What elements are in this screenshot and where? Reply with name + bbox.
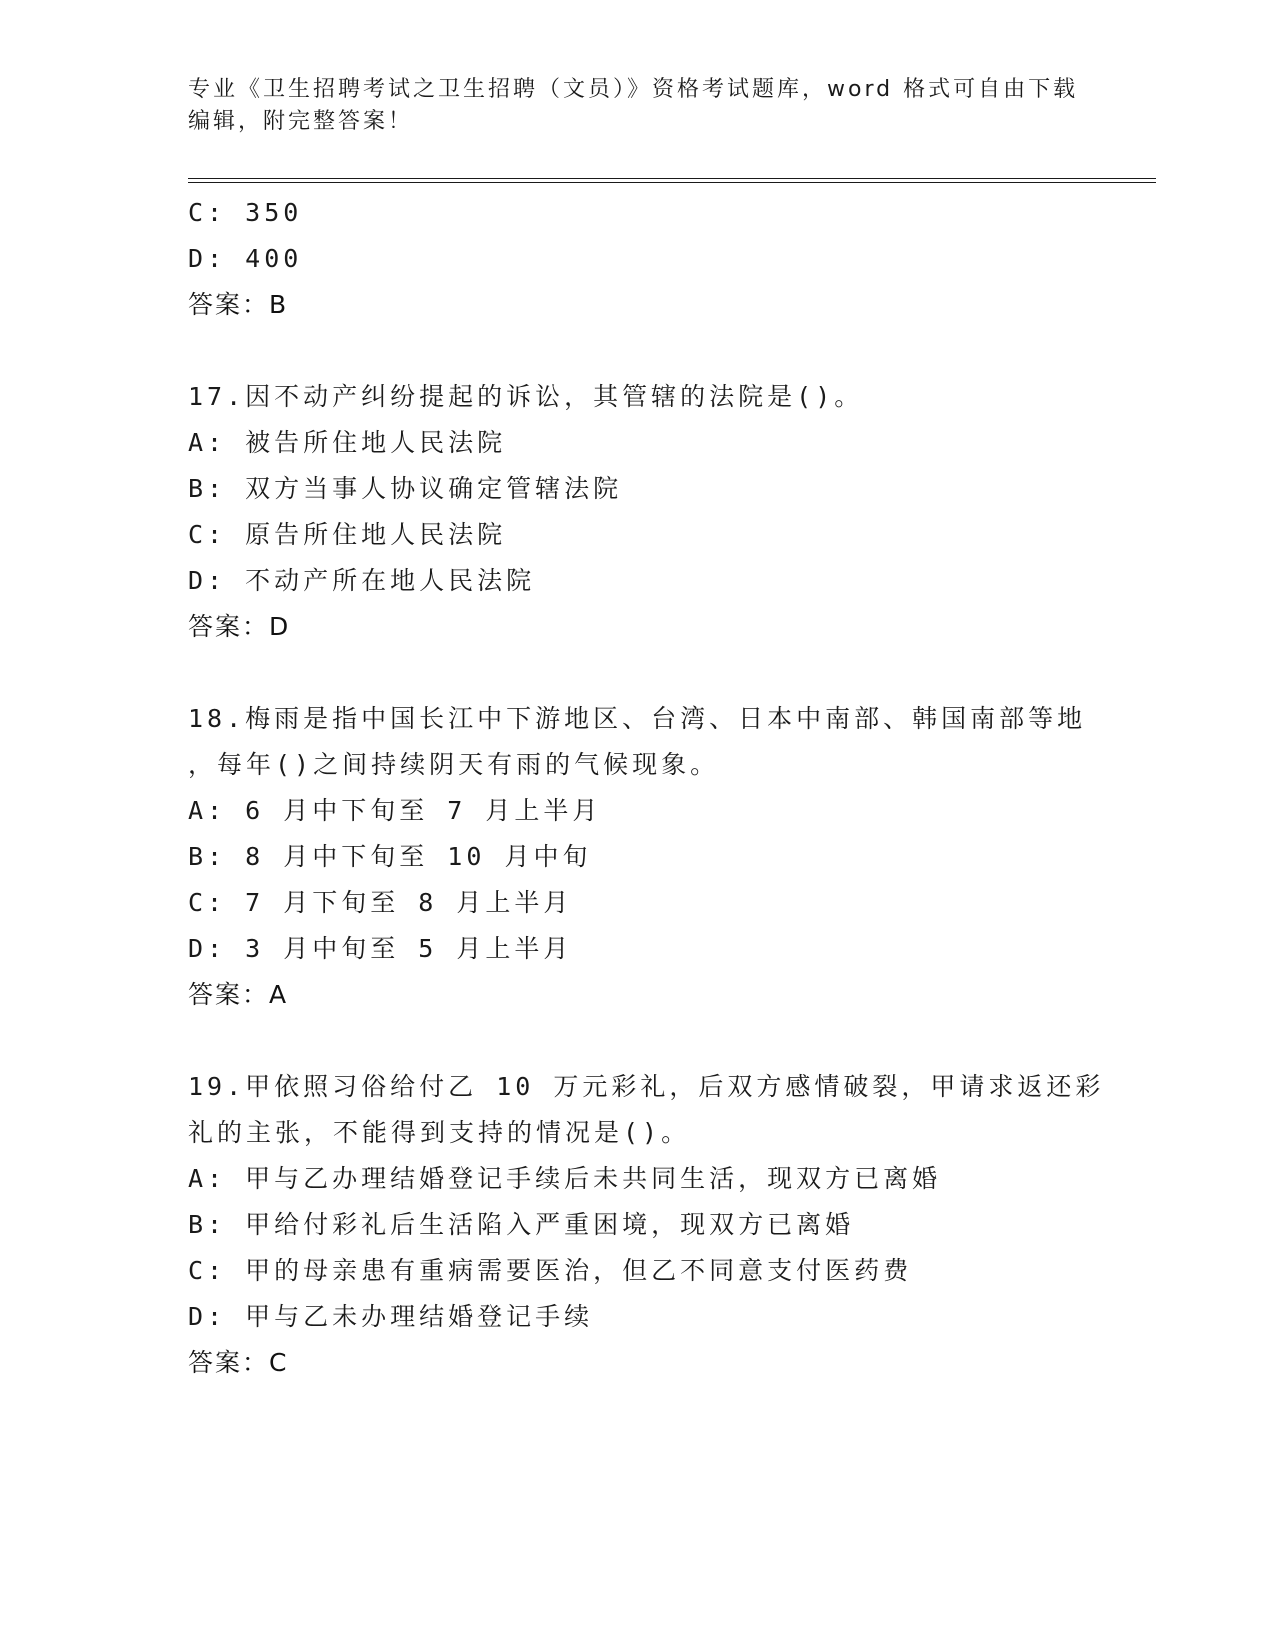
header-rule-top [188,178,1156,179]
question-title-line: 19.甲依照习俗给付乙 10 万元彩礼，后双方感情破裂，甲请求返还彩 [188,1072,1105,1101]
option-c: C: 原告所住地人民法院 [188,520,507,549]
answer-line: 答案：C [188,1348,289,1377]
question-title-line: 17.因不动产纠纷提起的诉讼，其管辖的法院是()。 [188,382,864,411]
header-rule-bottom [188,182,1156,183]
option-b: B: 8 月中下旬至 10 月中旬 [188,842,592,871]
question-title-line: ，每年()之间持续阴天有雨的气候现象。 [188,750,720,779]
question-title-line: 18.梅雨是指中国长江中下游地区、台湾、日本中南部、韩国南部等地 [188,704,1087,733]
option-c: C: 350 [188,198,303,227]
header-line-2: 编辑，附完整答案！ [188,109,414,134]
option-d: D: 甲与乙未办理结婚登记手续 [188,1302,594,1331]
previous-question-tail [188,190,1088,328]
option-b: B: 双方当事人协议确定管辖法院 [188,474,623,503]
answer-line: 答案：D [188,612,291,641]
option-a: A: 6 月中下旬至 7 月上半月 [188,796,602,825]
option-d: D: 400 [188,244,303,273]
question-list [188,190,1105,1386]
header-double-rule [188,178,1156,184]
option-c: C: 甲的母亲患有重病需要医治，但乙不同意支付医药费 [188,1256,913,1285]
question-18 [188,696,1088,1018]
header-line-1: 专业《卫生招聘考试之卫生招聘（文员）》资格考试题库，word 格式可自由下载 [188,77,1079,102]
question-19 [188,1064,1105,1386]
option-a: A: 甲与乙办理结婚登记手续后未共同生活，现双方已离婚 [188,1164,942,1193]
answer-line: 答案：B [188,290,289,319]
question-17 [188,374,1088,650]
option-d: D: 不动产所在地人民法院 [188,566,536,595]
question-title-line: 礼的主张，不能得到支持的情况是()。 [188,1118,691,1147]
answer-line: 答案：A [188,980,289,1009]
option-a: A: 被告所住地人民法院 [188,428,507,457]
option-d: D: 3 月中旬至 5 月上半月 [188,934,573,963]
option-c: C: 7 月下旬至 8 月上半月 [188,888,573,917]
document-header [188,74,1088,138]
option-b: B: 甲给付彩礼后生活陷入严重困境，现双方已离婚 [188,1210,855,1239]
